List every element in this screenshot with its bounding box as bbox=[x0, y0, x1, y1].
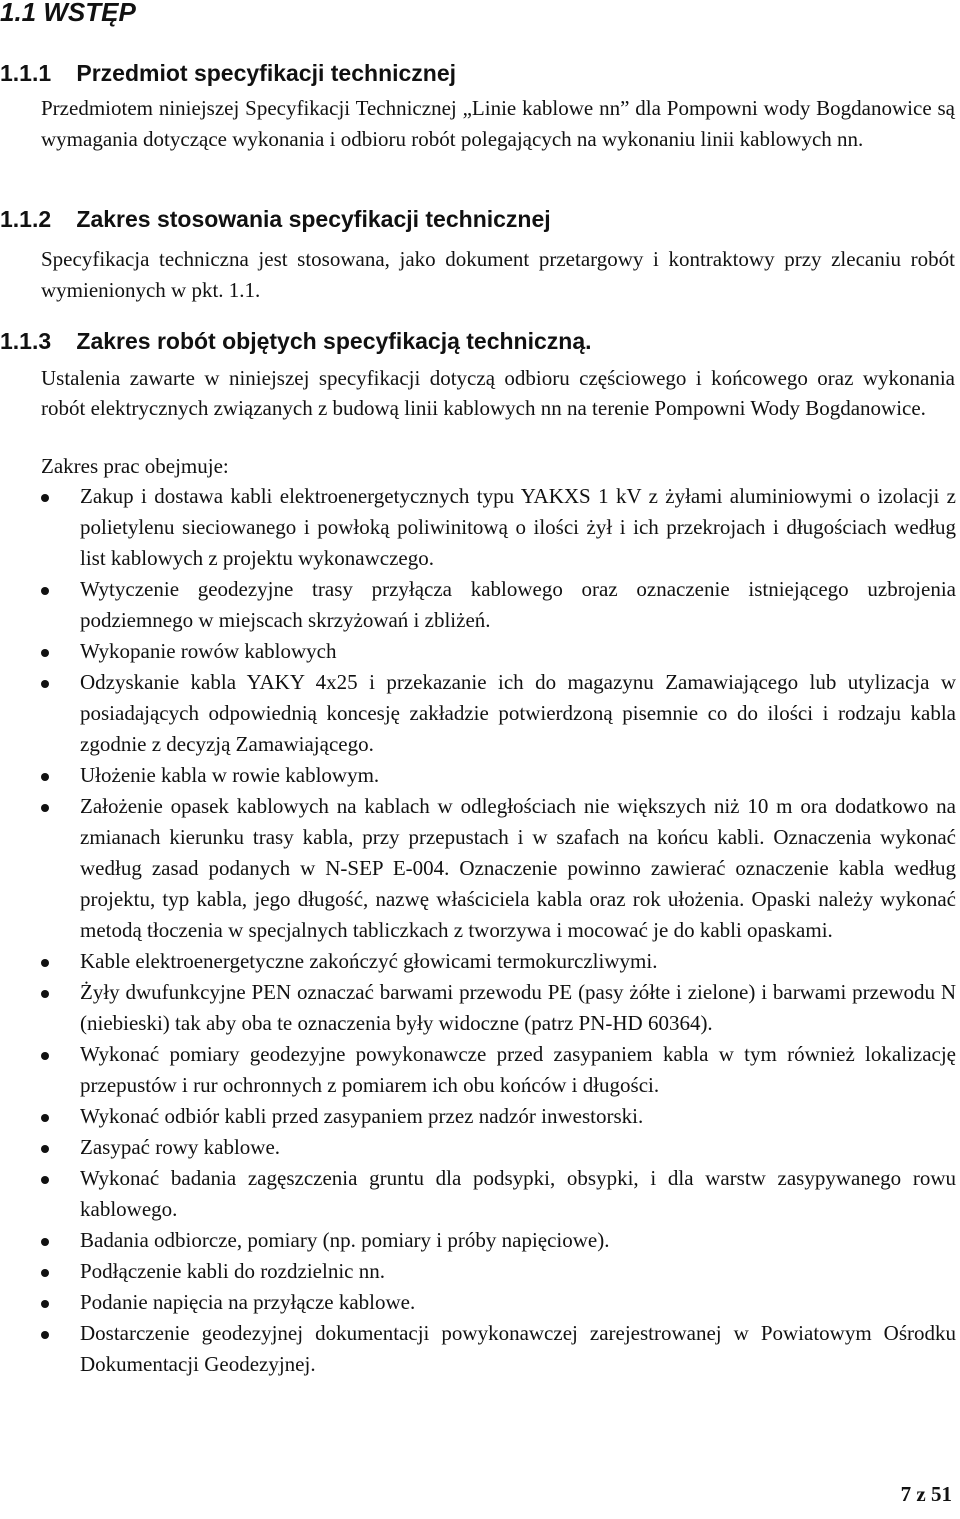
bullet-icon bbox=[41, 1300, 49, 1308]
list-item bbox=[41, 1039, 956, 1101]
list-item bbox=[41, 760, 956, 791]
list-item bbox=[41, 1318, 956, 1380]
section-number: 1.1.3 bbox=[0, 328, 52, 354]
work-items-list bbox=[41, 481, 956, 1380]
list-item-text: Podanie napięcia na przyłącze kablowe. bbox=[80, 1290, 416, 1314]
section-heading-1-1-2 bbox=[0, 204, 551, 234]
list-item-text: Podłączenie kabli do rozdzielnic nn. bbox=[80, 1259, 385, 1283]
bullet-icon bbox=[41, 1114, 49, 1122]
bullet-icon bbox=[41, 1145, 49, 1153]
section-number: 1.1.2 bbox=[0, 206, 52, 232]
list-item-text: Zakup i dostawa kabli elektroenergetycznych typu YAKXS 1 kV z żyłami aluminiowymi o izolacji z polietylenu sieciowanego i powłoką poliwinitową o ilości żył i ich przekrojach i długościach według list kablowych z projektu wykonawczego. bbox=[80, 484, 956, 570]
section-body-1-1-2: Specyfikacja techniczna jest stosowana, jako dokument przetargowy i kontraktowy przy zlecaniu robót wymienionych w pkt. 1.1. bbox=[41, 247, 955, 302]
section-heading-1-1-1 bbox=[0, 58, 456, 88]
list-item bbox=[41, 946, 956, 977]
chapter-heading: 1.1 WSTĘP bbox=[0, 0, 136, 27]
list-item-text: Wykonać badania zagęszczenia gruntu dla podsypki, obsypki, i dla warstw zasypywanego rowu kablowego. bbox=[80, 1166, 956, 1221]
list-item-text: Kable elektroenergetyczne zakończyć głowicami termokurczliwymi. bbox=[80, 949, 658, 973]
list-item bbox=[41, 574, 956, 636]
list-item-text: Odzyskanie kabla YAKY 4x25 i przekazanie ich do magazynu Zamawiającego lub utylizacja w posiadających odpowiednią koncesję zakładzie potwierdzoną pisemnie co do ilości i rodzaju kabla zgodnie z decyzją Zamawiającego. bbox=[80, 670, 956, 756]
bullet-icon bbox=[41, 587, 49, 595]
list-item-text: Założenie opasek kablowych na kablach w odległościach nie większych niż 10 m ora dodatkowo na zmianach kierunku trasy kabla, przy przepustach i w szafach na końcu kabli. Oznaczenia wykonać według zasad podanych w N-SEP E-004. Oznaczenie powinno zawierać oznaczenie kabla według projektu, typ kabla, jego długość, nazwę właściciela kabla oraz rok ułożenia. Opaski należy wykonać metodą tłoczenia w specjalnych tabliczkach z tworzywa i mocować je do kabli opaskami. bbox=[80, 794, 956, 942]
bullet-icon bbox=[41, 1238, 49, 1246]
list-item-text: Dostarczenie geodezyjnej dokumentacji powykonawczej zarejestrowanej w Powiatowym Ośrodku Dokumentacji Geodezyjnej. bbox=[80, 1321, 956, 1376]
list-item-text: Wykonać odbiór kabli przed zasypaniem przez nadzór inwestorski. bbox=[80, 1104, 644, 1128]
section-heading-1-1-3 bbox=[0, 326, 592, 356]
section-title: Zakres robót objętych specyfikacją techniczną. bbox=[76, 328, 592, 354]
bullet-icon bbox=[41, 1331, 49, 1339]
list-item bbox=[41, 667, 956, 760]
list-item bbox=[41, 1256, 956, 1287]
list-item-text: Wykonać pomiary geodezyjne powykonawcze przed zasypaniem kabla w tym również lokalizację przepustów i rur ochronnych z pomiarem ich obu końców i długości. bbox=[80, 1042, 956, 1097]
bullet-icon bbox=[41, 959, 49, 967]
bullet-icon bbox=[41, 1269, 49, 1277]
section-title: Przedmiot specyfikacji technicznej bbox=[76, 60, 457, 86]
list-item bbox=[41, 791, 956, 946]
section-number: 1.1.1 bbox=[0, 60, 52, 86]
list-item bbox=[41, 481, 956, 574]
list-item-text: Badania odbiorcze, pomiary (np. pomiary i próby napięciowe). bbox=[80, 1228, 610, 1252]
list-item bbox=[41, 1101, 956, 1132]
bullet-icon bbox=[41, 1052, 49, 1060]
page-number: 7 z 51 bbox=[900, 1482, 952, 1506]
list-item-text: Ułożenie kabla w rowie kablowym. bbox=[80, 763, 380, 787]
list-item bbox=[41, 1132, 956, 1163]
list-item-text: Wytyczenie geodezyjne trasy przyłącza kablowego oraz oznaczenie istniejącego uzbrojenia podziemnego w miejscach skrzyżowań i zbliżeń. bbox=[80, 577, 956, 632]
section-body-1-1-3: Ustalenia zawarte w niniejszej specyfikacji dotyczą odbioru częściowego i końcowego oraz wykonania robót elektrycznych związanych z budową linii kablowych nn na terenie Pompowni Wody Bogdanowice. bbox=[41, 366, 955, 420]
bullet-icon bbox=[41, 990, 49, 998]
section-title: Zakres stosowania specyfikacji technicznej bbox=[76, 206, 551, 232]
list-item bbox=[41, 1163, 956, 1225]
list-item-text: Wykopanie rowów kablowych bbox=[80, 639, 337, 663]
list-item bbox=[41, 1225, 956, 1256]
bullet-icon bbox=[41, 649, 49, 657]
section-body-1-1-1: Przedmiotem niniejszej Specyfikacji Technicznej „Linie kablowe nn” dla Pompowni wody Bogdanowice są wymagania dotyczące wykonania i odbioru robót polegających na wykonaniu linii kablowych nn. bbox=[41, 96, 955, 151]
bullet-icon bbox=[41, 804, 49, 812]
bullet-icon bbox=[41, 773, 49, 781]
bullet-icon bbox=[41, 1176, 49, 1184]
list-item bbox=[41, 977, 956, 1039]
list-item-text: Żyły dwufunkcyjne PEN oznaczać barwami przewodu PE (pasy żółte i zielone) i barwami przewodu N (niebieski) tak aby oba te oznaczenia były widoczne (patrz PN-HD 60364). bbox=[80, 980, 956, 1035]
list-item-text: Zasypać rowy kablowe. bbox=[80, 1135, 281, 1159]
list-intro: Zakres prac obejmuje: bbox=[41, 454, 229, 478]
list-item bbox=[41, 1287, 956, 1318]
bullet-icon bbox=[41, 680, 49, 688]
list-item bbox=[41, 636, 956, 667]
bullet-icon bbox=[41, 494, 49, 502]
